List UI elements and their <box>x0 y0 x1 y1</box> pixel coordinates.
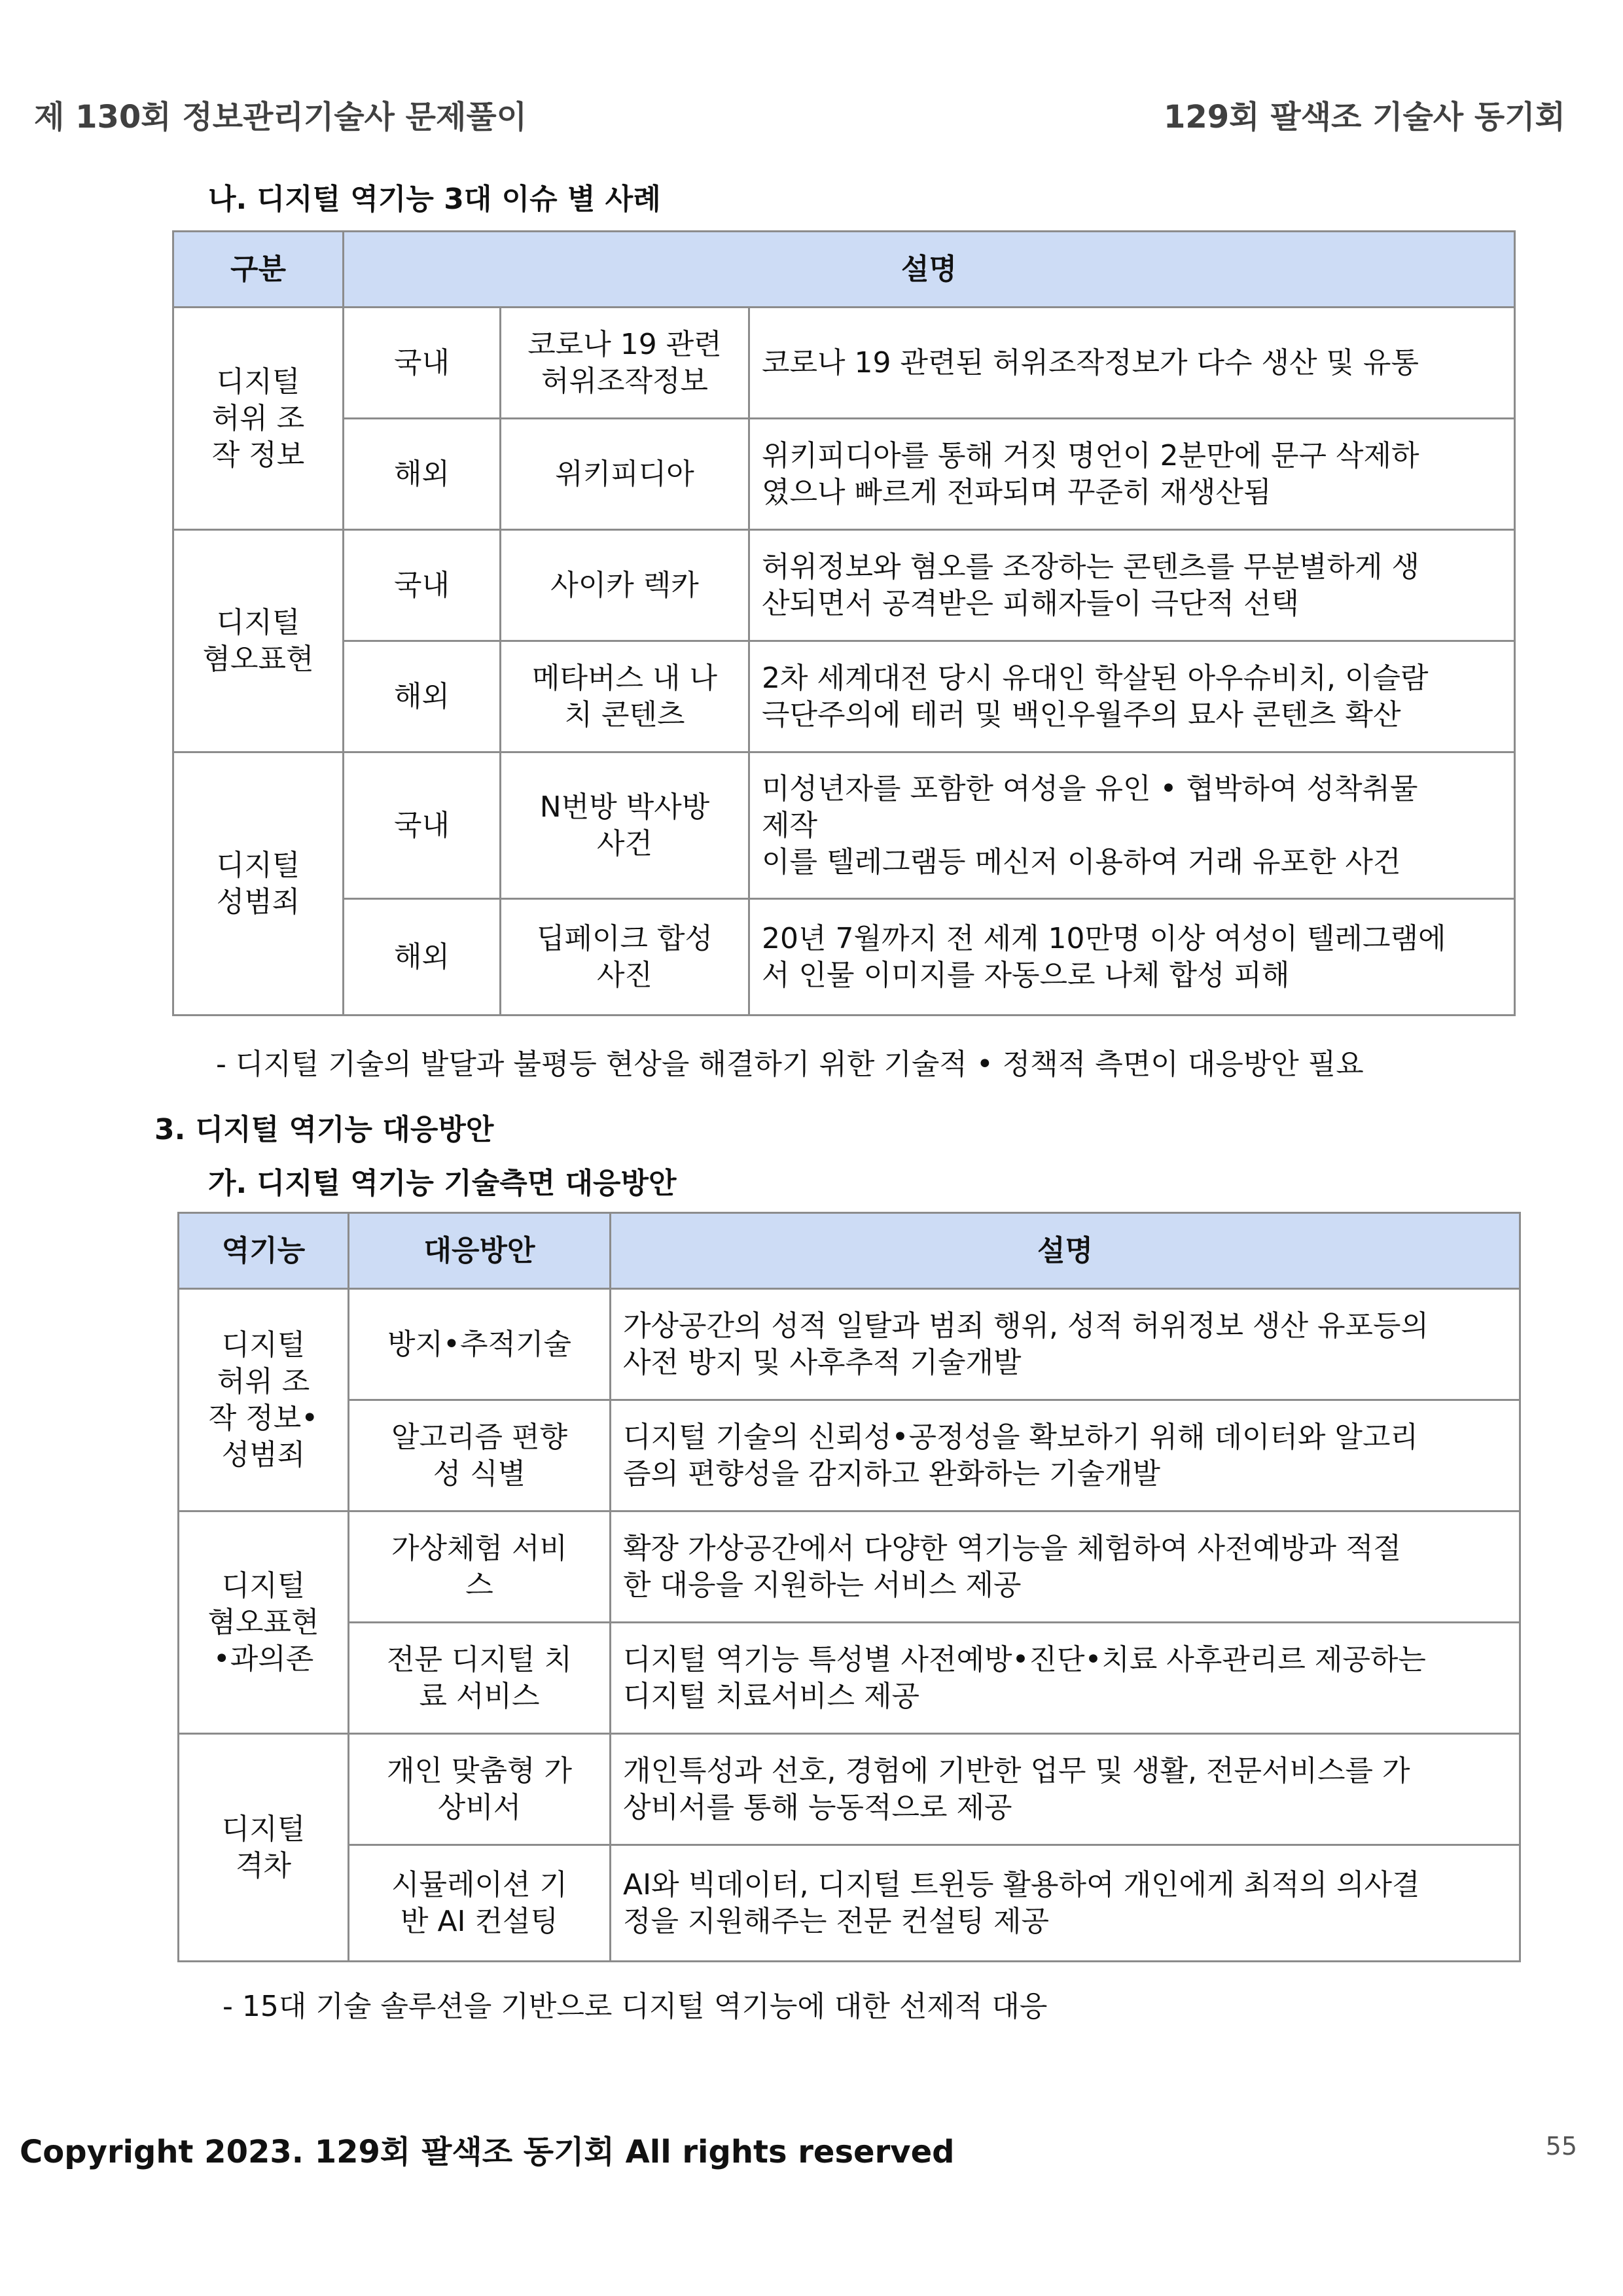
section-ga-heading: 가. 디지털 역기능 기술측면 대응방안 <box>208 1167 677 1200</box>
header-left-title: 제 130회 정보관리기술사 문제풀이 <box>34 99 527 135</box>
col-header-dysfunction: 역기능 <box>179 1213 349 1289</box>
description-cell: 디지털 역기능 특성별 사전예방•진단•치료 사후관리르 제공하는 디지털 치료서비스 제공 <box>611 1623 1520 1734</box>
category-text: 디지털 격차 <box>221 1812 306 1882</box>
col-header-category: 구분 <box>173 232 344 308</box>
category-text: 디지털 혐오표현 •과의존 <box>207 1568 319 1676</box>
section-ga-note: - 15대 기술 솔루션을 기반으로 디지털 역기능에 대한 선제적 대응 <box>223 1990 1048 2023</box>
countermeasures-table <box>177 1212 1521 1962</box>
section-na-note: - 디지털 기술의 발달과 불평등 현상을 해결하기 위한 기술적 • 정책적 측면이 대응방안 필요 <box>216 1048 1364 1081</box>
category-cell <box>179 1734 349 1962</box>
issues-table <box>172 230 1516 1016</box>
measure-cell: 개인 맞춤형 가 상비서 <box>349 1734 611 1845</box>
description-cell: 허위정보와 혐오를 조장하는 콘텐츠를 무분별하게 생 산되면서 공격받은 피해자들이 극단적 선택 <box>749 530 1515 641</box>
category-cell <box>173 530 344 752</box>
category-cell <box>173 752 344 1016</box>
description-cell: 코로나 19 관련된 허위조작정보가 다수 생산 및 유통 <box>749 308 1515 419</box>
col-header-description: 설명 <box>611 1213 1520 1289</box>
case-cell: N번방 박사방 사건 <box>501 752 749 899</box>
case-cell: 딥페이크 합성 사진 <box>501 899 749 1016</box>
col-header-measure: 대응방안 <box>349 1213 611 1289</box>
section-3-heading: 3. 디지털 역기능 대응방안 <box>154 1113 494 1146</box>
case-cell: 사이카 렉카 <box>501 530 749 641</box>
category-text: 디지털 혐오표현 <box>202 605 314 676</box>
description-cell: 미성년자를 포함한 여성을 유인 • 협박하여 성착취물 제작 이를 텔레그램등 메신저 이용하여 거래 유포한 사건 <box>749 752 1515 899</box>
measure-cell: 가상체험 서비 스 <box>349 1511 611 1623</box>
region-cell: 해외 <box>344 641 501 752</box>
page-number: 55 <box>1545 2132 1577 2161</box>
category-text: 디지털 성범죄 <box>216 848 300 919</box>
description-cell: AI와 빅데이터, 디지털 트윈등 활용하여 개인에게 최적의 의사결 정을 지원해주는 전문 컨설팅 제공 <box>611 1845 1520 1962</box>
case-cell: 위키피디아 <box>501 419 749 530</box>
description-cell: 확장 가상공간에서 다양한 역기능을 체험하여 사전예방과 적절 한 대응을 지원하는 서비스 제공 <box>611 1511 1520 1623</box>
measure-cell: 전문 디지털 치 료 서비스 <box>349 1623 611 1734</box>
region-cell: 해외 <box>344 419 501 530</box>
description-cell: 가상공간의 성적 일탈과 범죄 행위, 성적 허위정보 생산 유포등의 사전 방지 및 사후추적 기술개발 <box>611 1289 1520 1400</box>
measure-cell: 시뮬레이션 기 반 AI 컨설팅 <box>349 1845 611 1962</box>
region-cell: 국내 <box>344 752 501 899</box>
section-na-heading: 나. 디지털 역기능 3대 이슈 별 사례 <box>208 183 661 216</box>
description-cell: 디지털 기술의 신뢰성•공정성을 확보하기 위해 데이터와 알고리 즘의 편향성을 감지하고 완화하는 기술개발 <box>611 1400 1520 1511</box>
region-cell: 국내 <box>344 308 501 419</box>
description-cell: 20년 7월까지 전 세계 10만명 이상 여성이 텔레그램에 서 인물 이미지를 자동으로 나체 합성 피해 <box>749 899 1515 1016</box>
category-cell <box>173 308 344 530</box>
col-header-description: 설명 <box>344 232 1515 308</box>
category-cell <box>179 1289 349 1511</box>
region-cell: 국내 <box>344 530 501 641</box>
footer-copyright: Copyright 2023. 129회 팔색조 동기회 All rights reserved <box>20 2134 955 2170</box>
description-cell: 2차 세계대전 당시 유대인 학살된 아우슈비치, 이슬람 극단주의에 테러 및 백인우월주의 묘사 콘텐츠 확산 <box>749 641 1515 752</box>
case-cell: 메타버스 내 나 치 콘텐츠 <box>501 641 749 752</box>
description-cell: 위키피디아를 통해 거짓 명언이 2분만에 문구 삭제하 였으나 빠르게 전파되며 꾸준히 재생산됨 <box>749 419 1515 530</box>
region-cell: 해외 <box>344 899 501 1016</box>
category-text: 디지털 허위 조 작 정보 <box>211 364 305 472</box>
category-text: 디지털 허위 조 작 정보• 성범죄 <box>208 1328 319 1472</box>
case-cell: 코로나 19 관련 허위조작정보 <box>501 308 749 419</box>
measure-cell: 알고리즘 편향 성 식별 <box>349 1400 611 1511</box>
category-cell <box>179 1511 349 1734</box>
header-right-title: 129회 팔색조 기술사 동기회 <box>1163 99 1565 135</box>
measure-cell: 방지•추적기술 <box>349 1289 611 1400</box>
description-cell: 개인특성과 선호, 경험에 기반한 업무 및 생활, 전문서비스를 가 상비서를 통해 능동적으로 제공 <box>611 1734 1520 1845</box>
